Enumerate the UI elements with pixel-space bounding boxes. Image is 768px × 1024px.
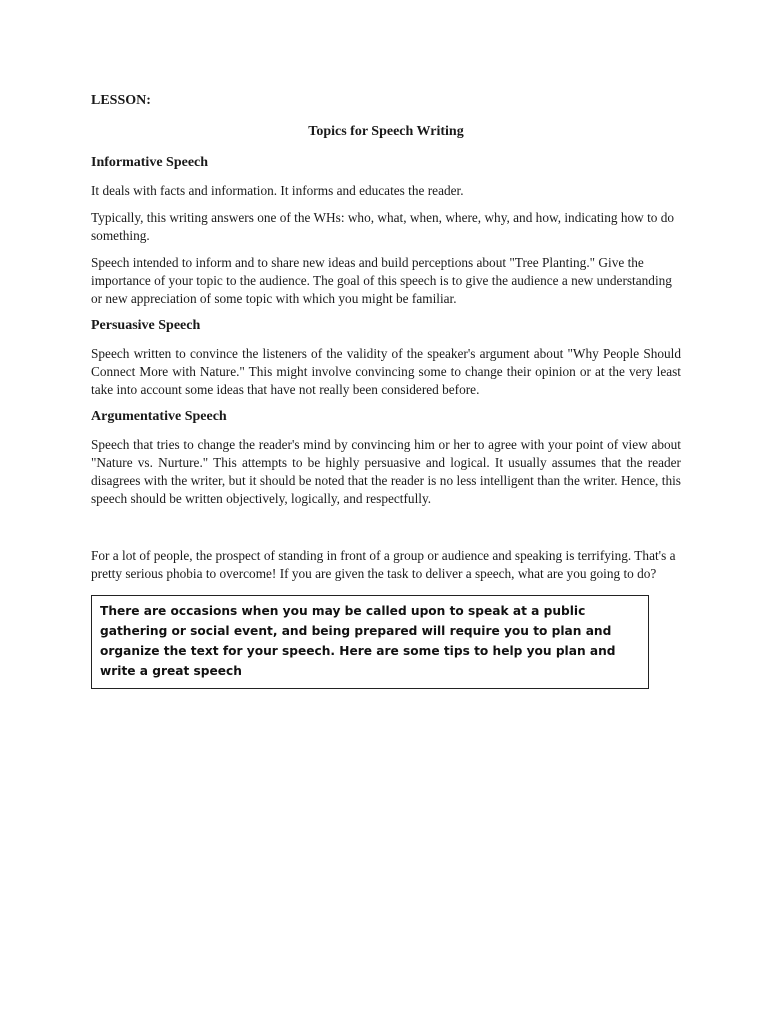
section-spacer — [91, 517, 681, 547]
lesson-label: LESSON: — [91, 93, 151, 108]
informative-paragraph-2: Typically, this writing answers one of the WHs: who, what, when, where, why, and how, indicating how to do something. — [91, 210, 675, 243]
persuasive-paragraph-1: Speech written to convince the listeners of the validity of the speaker's argument about "Why People Should Connect More with Nature." This might involve convincing some to change their opinion or at the very least take into account some ideas that have not really been considered before. — [91, 346, 681, 397]
tips-callout-box: There are occasions when you may be called upon to speak at a public gathering or social event, and being prepared will require you to plan and organize the text for your speech. Here are some tips to help you plan and write a great speech — [91, 595, 649, 689]
informative-paragraph-3: Speech intended to inform and to share new ideas and build perceptions about "Tree Planting." Give the importance of your topic to the audience. The goal of this speech is to give the audience a new understanding or new appreciation of some topic with which you might be familiar. — [91, 255, 672, 306]
document-page — [91, 92, 681, 689]
document-title: Topics for Speech Writing — [308, 124, 464, 139]
section-heading-persuasive: Persuasive Speech — [91, 318, 201, 333]
informative-paragraph-1: It deals with facts and information. It informs and educates the reader. — [91, 183, 464, 198]
section-argumentative — [91, 408, 681, 508]
section-informative — [91, 154, 681, 308]
intro-paragraph: For a lot of people, the prospect of standing in front of a group or audience and speaking is terrifying. That's a pretty serious phobia to overcome! If you are given the task to deliver a speech, what are you going to do? — [91, 548, 676, 581]
section-persuasive — [91, 317, 681, 399]
section-heading-informative: Informative Speech — [91, 155, 209, 170]
section-heading-argumentative: Argumentative Speech — [91, 409, 227, 424]
argumentative-paragraph-1: Speech that tries to change the reader's mind by convincing him or her to agree with your point of view about "Nature vs. Nurture." This attempts to be highly persuasive and logical. It usually assumes that the reader disagrees with the writer, but it should be noted that the reader is no less intelligent than the writer. Hence, this speech should be written objectively, logically, and respectfully. — [91, 437, 681, 506]
